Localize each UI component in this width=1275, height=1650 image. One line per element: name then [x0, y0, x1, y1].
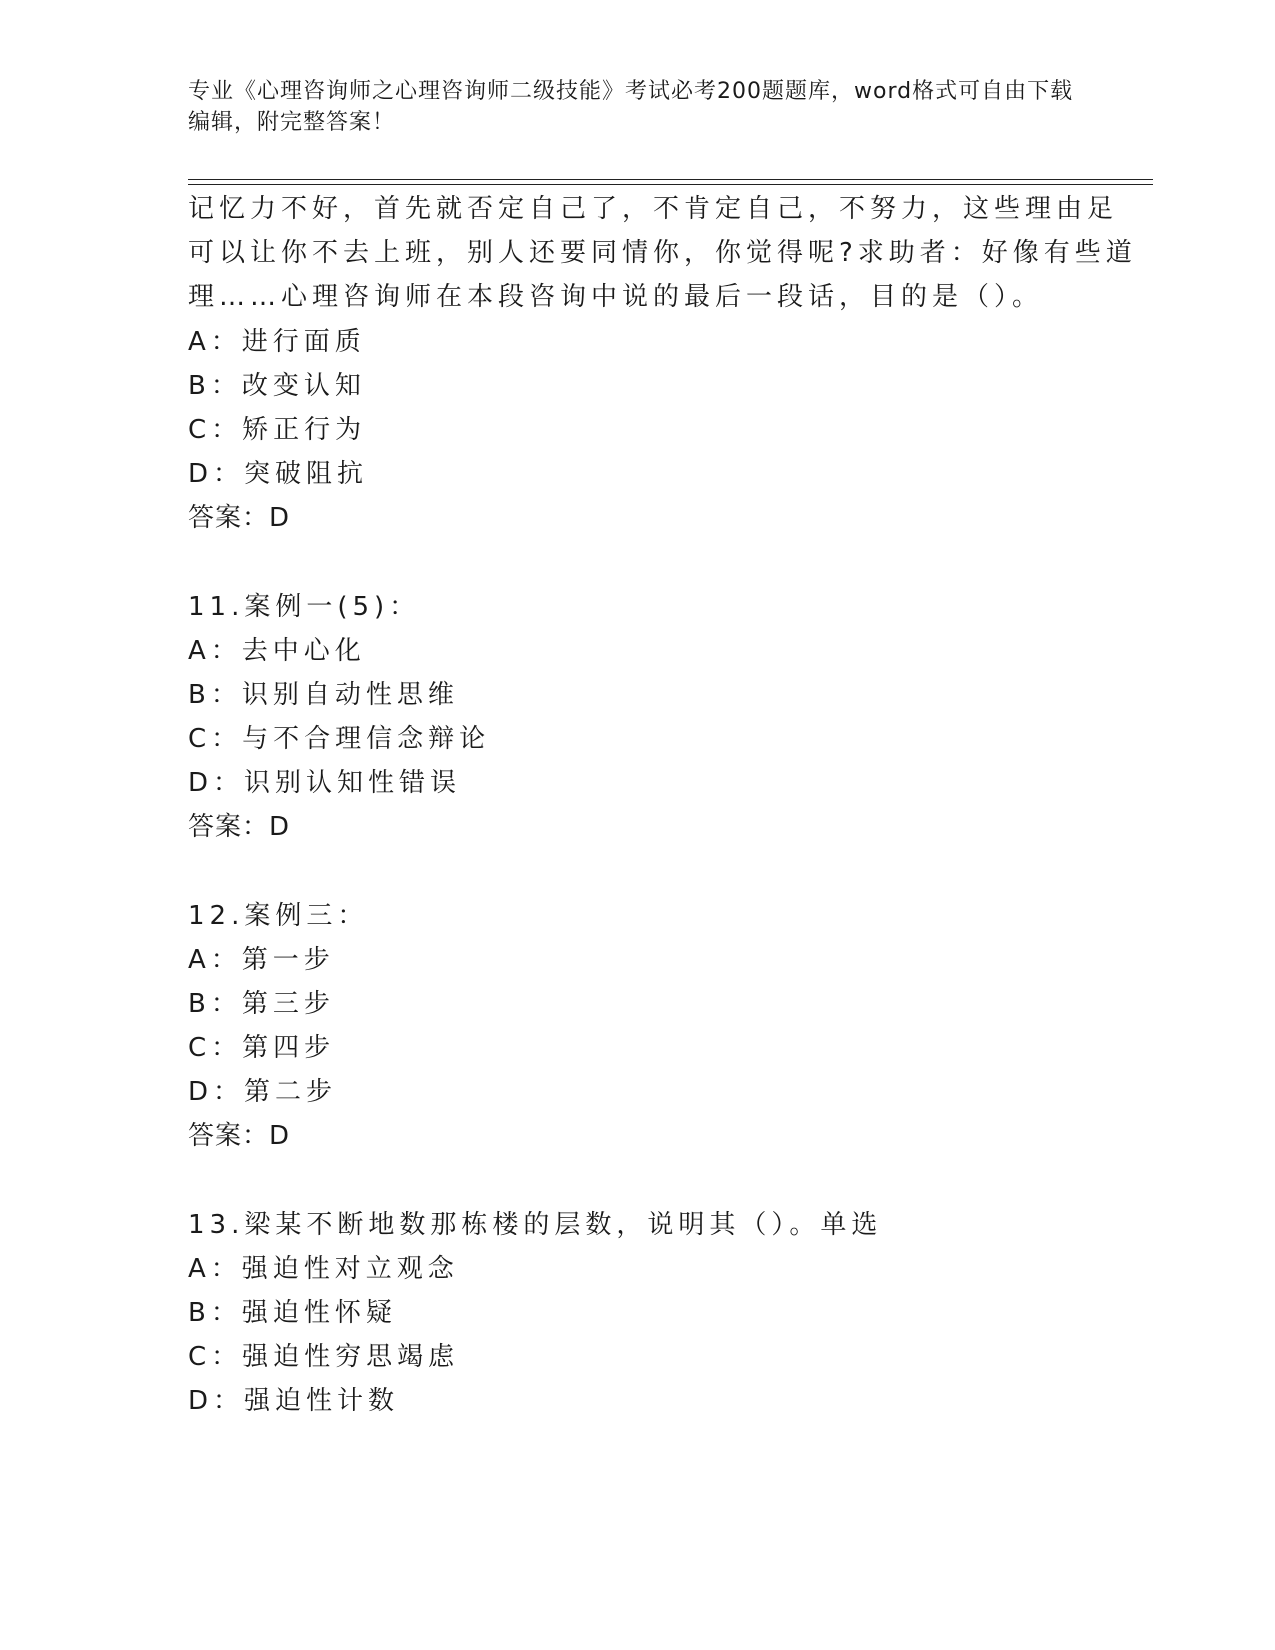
question-12-option-d: D：第二步: [188, 1077, 338, 1107]
question-13-option-d: D：强迫性计数: [188, 1386, 400, 1416]
question-12-option-b: B：第三步: [188, 989, 335, 1019]
question-11-answer: 答案：D: [188, 812, 291, 842]
question-13-title: 13.梁某不断地数那栋楼的层数，说明其（）。单选: [188, 1210, 883, 1240]
question-11-option-d: D：识别认知性错误: [188, 768, 462, 798]
question-12-option-c: C：第四步: [188, 1033, 336, 1063]
question-13-option-b: B：强迫性怀疑: [188, 1298, 397, 1328]
header-divider-bottom: [188, 184, 1153, 185]
question-12-title: 12.案例三：: [188, 901, 369, 931]
question-11-option-b: B：识别自动性思维: [188, 680, 459, 710]
question-10-option-d: D：突破阻抗: [188, 459, 369, 489]
question-10-option-b: B：改变认知: [188, 371, 366, 401]
question-10-option-a: A：进行面质: [188, 327, 366, 357]
header-divider-top: [188, 179, 1153, 180]
question-11-title: 11.案例一(5)：: [188, 592, 421, 622]
question-11-option-a: A：去中心化: [188, 636, 366, 666]
question-12-answer: 答案：D: [188, 1121, 291, 1151]
document-header: 专业《心理咨询师之心理咨询师二级技能》考试必考200题题库，word格式可自由下载编辑，附完整答案！: [188, 79, 1074, 135]
question-13-option-a: A：强迫性对立观念: [188, 1254, 459, 1284]
question-10-text-line-2: 可以让你不去上班，别人还要同情你，你觉得呢?求助者：好像有些道: [188, 238, 1137, 268]
question-10-answer: 答案：D: [188, 503, 291, 533]
question-10-text-line-3: 理……心理咨询师在本段咨询中说的最后一段话，目的是（）。: [188, 282, 1044, 312]
question-11-option-c: C：与不合理信念辩论: [188, 724, 491, 754]
question-13-option-c: C：强迫性穷思竭虑: [188, 1342, 460, 1372]
question-10-text-line-1: 记忆力不好，首先就否定自己了，不肯定自己，不努力，这些理由足: [188, 194, 1119, 224]
question-12-option-a: A：第一步: [188, 945, 335, 975]
question-10-option-c: C：矫正行为: [188, 415, 367, 445]
